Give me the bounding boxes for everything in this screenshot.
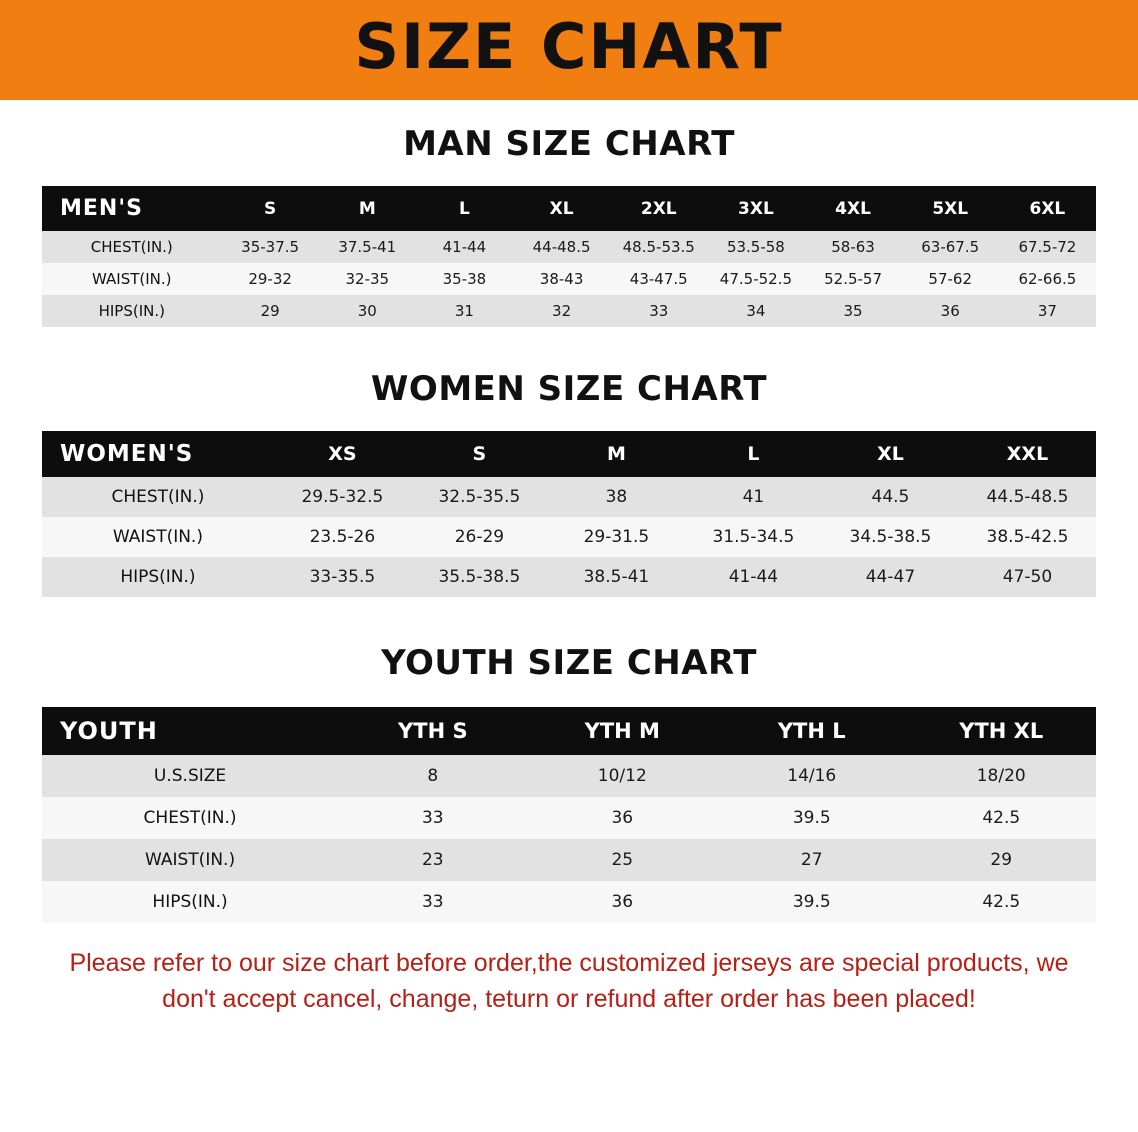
table-cell: 23 <box>338 839 527 881</box>
man-size-table <box>42 186 1096 327</box>
table-cell: 29-32 <box>222 263 319 295</box>
table-header-row <box>42 707 1096 755</box>
row-label: HIPS(IN.) <box>42 295 222 327</box>
women-size-table <box>42 431 1096 597</box>
column-header: L <box>685 431 822 477</box>
table-cell: 30 <box>319 295 416 327</box>
table-cell: 42.5 <box>906 797 1096 839</box>
table-cell: 29.5-32.5 <box>274 477 411 517</box>
column-header: XS <box>274 431 411 477</box>
table-cell: 37.5-41 <box>319 231 416 263</box>
row-label: WAIST(IN.) <box>42 517 274 557</box>
row-label: CHEST(IN.) <box>42 477 274 517</box>
table-cell: 38.5-42.5 <box>959 517 1096 557</box>
disclaimer-note: Please refer to our size chart before order,the customized jerseys are special products, we don't accept cancel, change, teturn or refund after order has been placed! <box>69 949 1069 1014</box>
table-cell: 34 <box>707 295 804 327</box>
man-size-table-wrap <box>42 186 1096 327</box>
youth-size-table <box>42 707 1096 923</box>
table-cell: 53.5-58 <box>707 231 804 263</box>
table-cell: 39.5 <box>717 881 906 923</box>
table-cell: 33 <box>610 295 707 327</box>
page-banner <box>0 0 1138 100</box>
table-header-row <box>42 186 1096 231</box>
column-header: 4XL <box>804 186 901 231</box>
table-cell: 18/20 <box>906 755 1096 797</box>
column-header: YTH L <box>717 707 906 755</box>
table-row <box>42 263 1096 295</box>
table-header-row <box>42 431 1096 477</box>
column-header: YOUTH <box>42 707 338 755</box>
table-cell: 38-43 <box>513 263 610 295</box>
women-size-table-wrap <box>42 431 1096 597</box>
column-header: XXL <box>959 431 1096 477</box>
table-row <box>42 839 1096 881</box>
table-cell: 44-47 <box>822 557 959 597</box>
column-header: S <box>411 431 548 477</box>
table-cell: 62-66.5 <box>999 263 1096 295</box>
column-header: WOMEN'S <box>42 431 274 477</box>
table-cell: 57-62 <box>902 263 999 295</box>
table-cell: 44.5-48.5 <box>959 477 1096 517</box>
row-label: U.S.SIZE <box>42 755 338 797</box>
table-cell: 41 <box>685 477 822 517</box>
row-label: CHEST(IN.) <box>42 797 338 839</box>
table-cell: 37 <box>999 295 1096 327</box>
table-cell: 47-50 <box>959 557 1096 597</box>
column-header: YTH M <box>528 707 717 755</box>
column-header: L <box>416 186 513 231</box>
table-cell: 47.5-52.5 <box>707 263 804 295</box>
column-header: YTH S <box>338 707 527 755</box>
table-cell: 27 <box>717 839 906 881</box>
table-cell: 10/12 <box>528 755 717 797</box>
table-cell: 29 <box>222 295 319 327</box>
table-cell: 36 <box>528 797 717 839</box>
table-cell: 36 <box>528 881 717 923</box>
column-header: XL <box>513 186 610 231</box>
row-label: CHEST(IN.) <box>42 231 222 263</box>
table-cell: 35-37.5 <box>222 231 319 263</box>
table-cell: 8 <box>338 755 527 797</box>
table-cell: 32 <box>513 295 610 327</box>
column-header: S <box>222 186 319 231</box>
table-row <box>42 517 1096 557</box>
column-header: 3XL <box>707 186 804 231</box>
table-row <box>42 477 1096 517</box>
table-cell: 33 <box>338 881 527 923</box>
youth-size-table-wrap <box>42 707 1096 923</box>
row-label: HIPS(IN.) <box>42 881 338 923</box>
table-cell: 35-38 <box>416 263 513 295</box>
table-cell: 44-48.5 <box>513 231 610 263</box>
table-row <box>42 797 1096 839</box>
table-cell: 43-47.5 <box>610 263 707 295</box>
table-cell: 33 <box>338 797 527 839</box>
table-cell: 58-63 <box>804 231 901 263</box>
table-cell: 52.5-57 <box>804 263 901 295</box>
table-cell: 29-31.5 <box>548 517 685 557</box>
table-cell: 67.5-72 <box>999 231 1096 263</box>
column-header: 2XL <box>610 186 707 231</box>
row-label: WAIST(IN.) <box>42 839 338 881</box>
table-cell: 32.5-35.5 <box>411 477 548 517</box>
table-cell: 34.5-38.5 <box>822 517 959 557</box>
table-cell: 42.5 <box>906 881 1096 923</box>
column-header: 5XL <box>902 186 999 231</box>
table-cell: 36 <box>902 295 999 327</box>
table-cell: 31 <box>416 295 513 327</box>
table-row <box>42 295 1096 327</box>
youth-section-heading: YOUTH SIZE CHART <box>381 643 757 683</box>
table-cell: 38.5-41 <box>548 557 685 597</box>
row-label: WAIST(IN.) <box>42 263 222 295</box>
table-cell: 33-35.5 <box>274 557 411 597</box>
column-header: M <box>548 431 685 477</box>
table-cell: 26-29 <box>411 517 548 557</box>
table-cell: 35 <box>804 295 901 327</box>
table-cell: 41-44 <box>416 231 513 263</box>
table-cell: 38 <box>548 477 685 517</box>
table-cell: 39.5 <box>717 797 906 839</box>
page-title: SIZE CHART <box>354 10 784 83</box>
table-cell: 14/16 <box>717 755 906 797</box>
row-label: HIPS(IN.) <box>42 557 274 597</box>
table-cell: 31.5-34.5 <box>685 517 822 557</box>
table-cell: 23.5-26 <box>274 517 411 557</box>
table-cell: 44.5 <box>822 477 959 517</box>
table-cell: 48.5-53.5 <box>610 231 707 263</box>
table-row <box>42 755 1096 797</box>
table-cell: 35.5-38.5 <box>411 557 548 597</box>
table-cell: 25 <box>528 839 717 881</box>
table-cell: 63-67.5 <box>902 231 999 263</box>
column-header: MEN'S <box>42 186 222 231</box>
column-header: YTH XL <box>906 707 1096 755</box>
column-header: 6XL <box>999 186 1096 231</box>
man-section-heading: MAN SIZE CHART <box>403 124 735 164</box>
table-cell: 29 <box>906 839 1096 881</box>
table-row <box>42 231 1096 263</box>
table-cell: 41-44 <box>685 557 822 597</box>
table-cell: 32-35 <box>319 263 416 295</box>
table-row <box>42 881 1096 923</box>
column-header: M <box>319 186 416 231</box>
column-header: XL <box>822 431 959 477</box>
women-section-heading: WOMEN SIZE CHART <box>370 369 768 409</box>
table-row <box>42 557 1096 597</box>
